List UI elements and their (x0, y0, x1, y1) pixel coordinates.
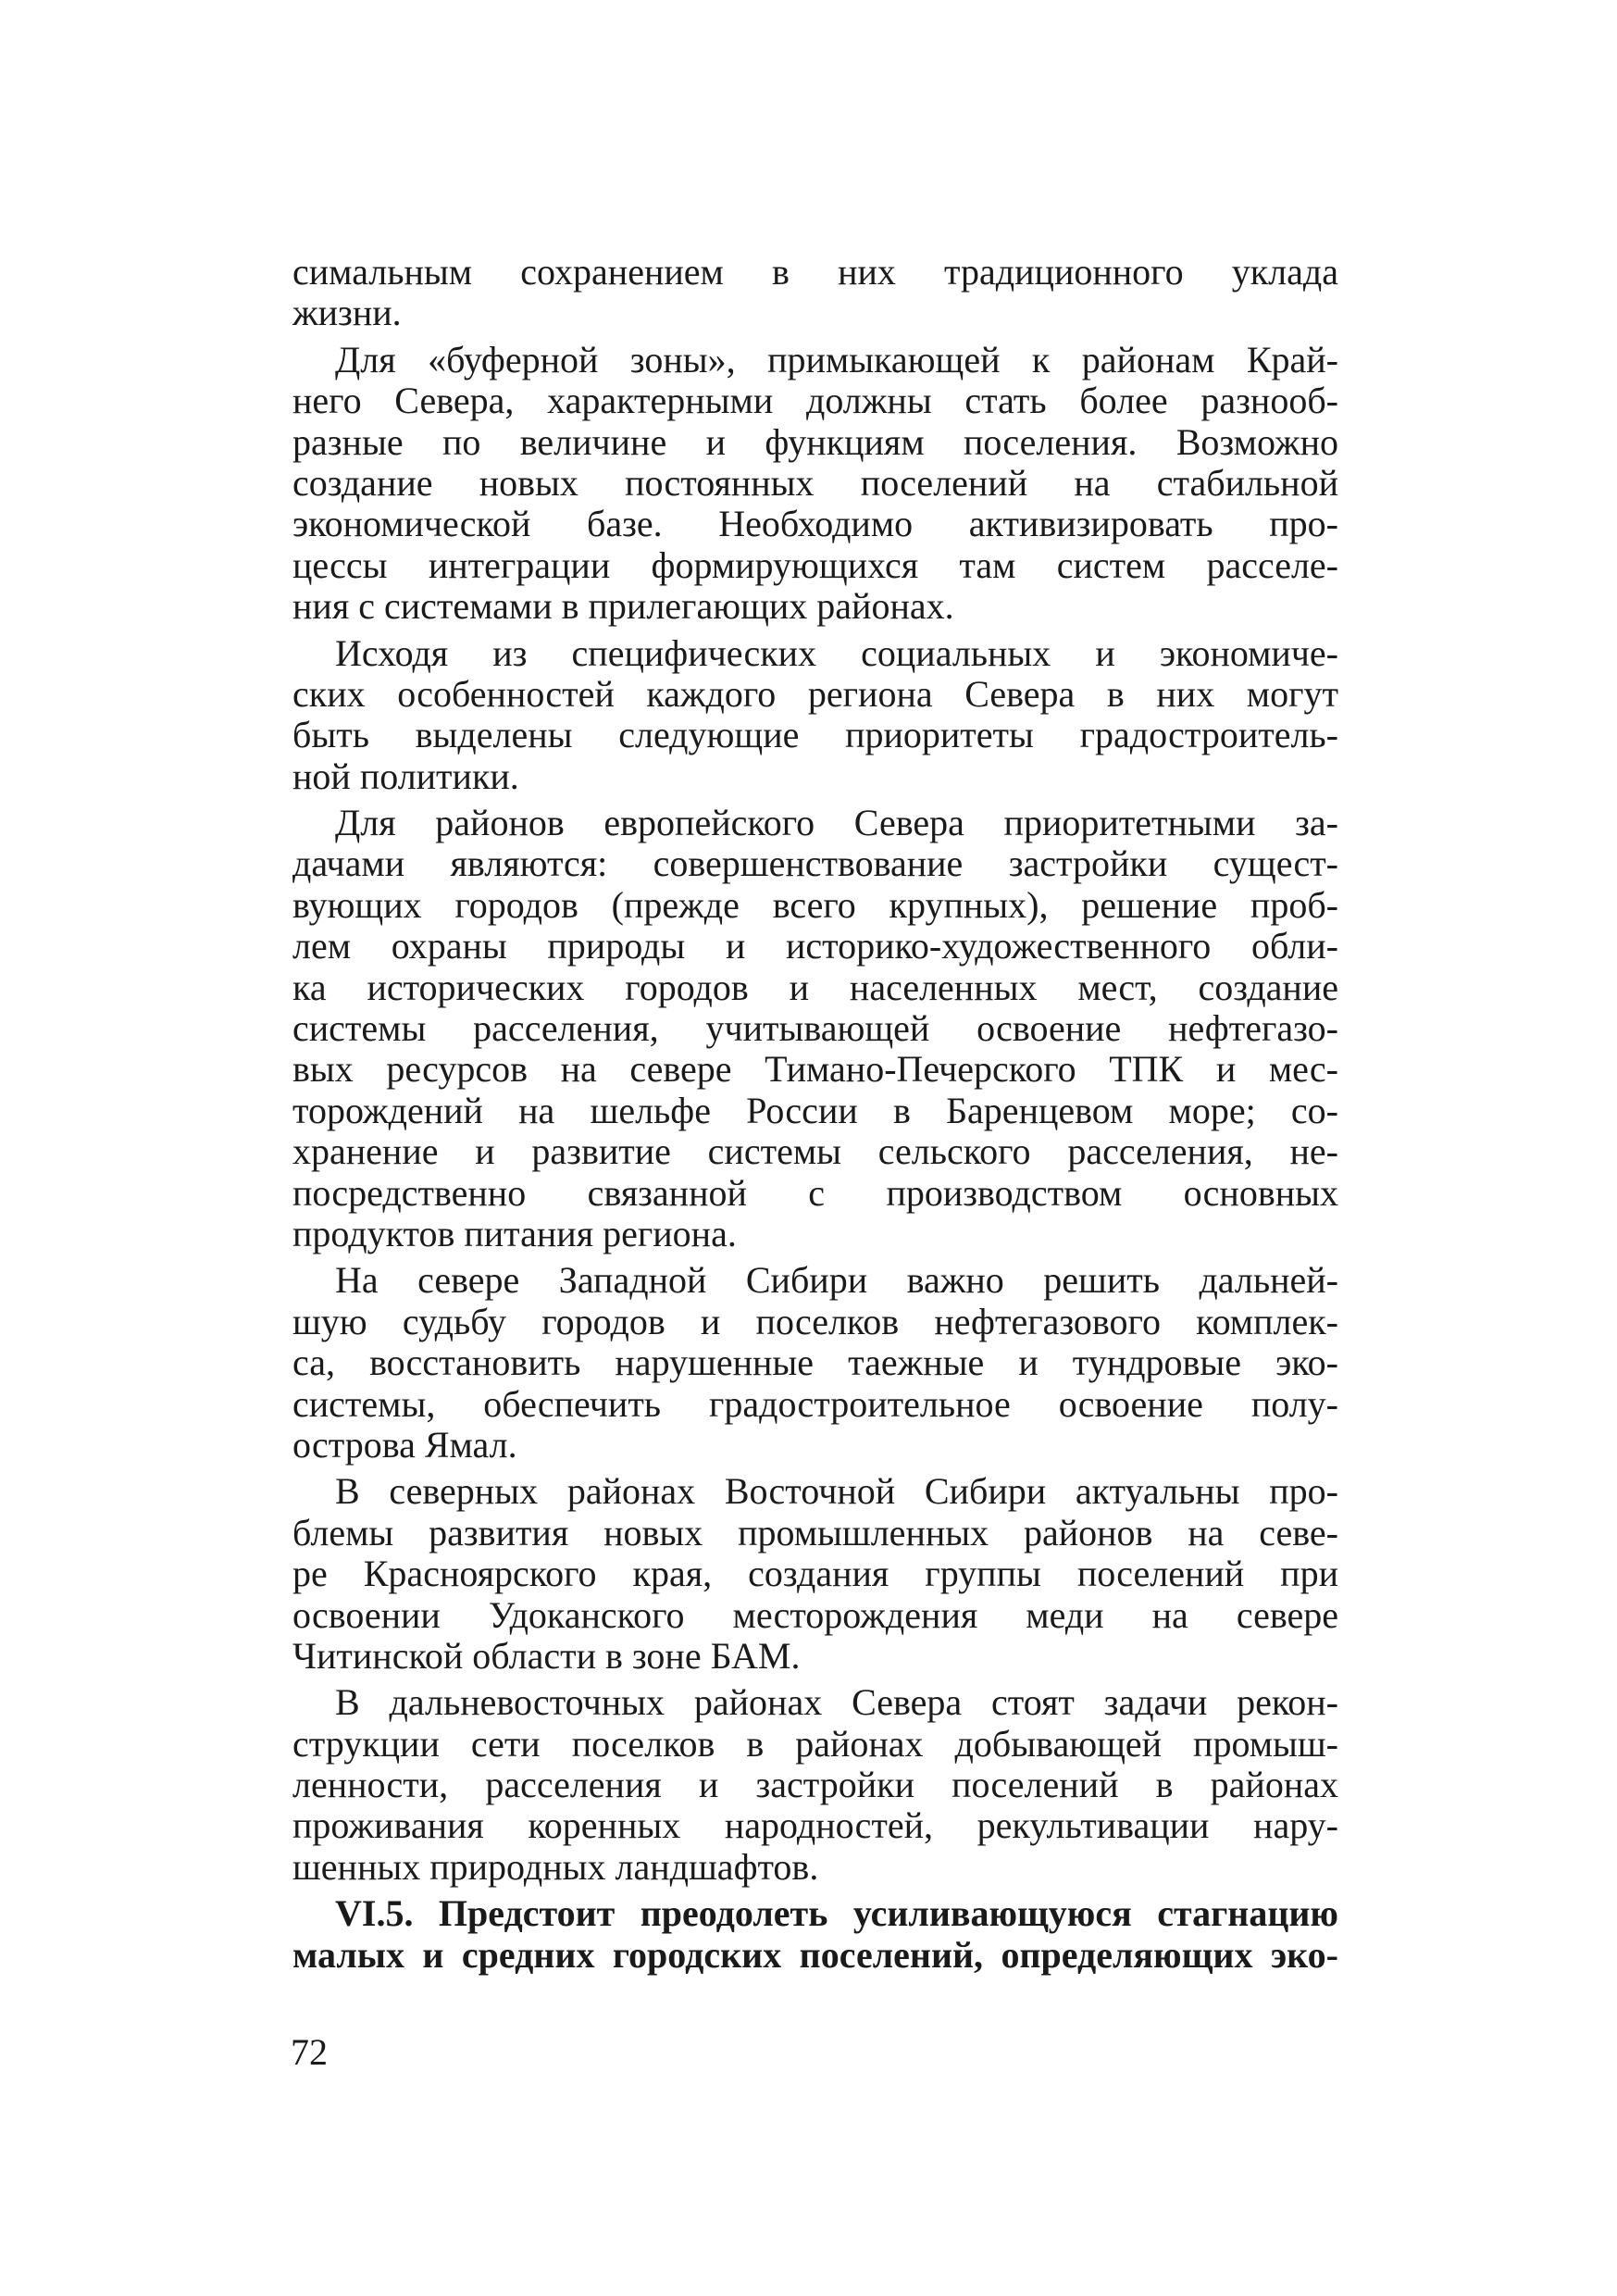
text-line: блемы развития новых промышленных районов на севе- (292, 1511, 1338, 1554)
text-line: шенных природных ландшафтов. (292, 1845, 819, 1888)
text-line: проживания коренных народностей, рекультивации нару- (292, 1804, 1338, 1847)
text-line: малых и средних городских поселений, определяющих эко- (292, 1933, 1338, 1976)
text-line: шую судьбу городов и поселков нефтегазового комплек- (292, 1300, 1338, 1342)
text-line: хранение и развитие системы сельского расселения, не- (292, 1130, 1338, 1173)
text-line: него Севера, характерными должны стать более разнооб- (292, 380, 1338, 422)
paragraph (292, 340, 1338, 628)
text-line: В дальневосточных районах Севера стоят задачи рекон- (335, 1681, 1338, 1724)
paragraph (292, 252, 1338, 334)
paragraph (292, 803, 1338, 1254)
text-line: лем охраны природы и историко-художественного обли- (292, 925, 1338, 967)
text-line: VI.5. Предстоит преодолеть усиливающуюся стагнацию (335, 1892, 1338, 1935)
text-line: В северных районах Восточной Сибири актуальны про- (335, 1470, 1338, 1513)
text-line: Для «буферной зоны», примыкающей к районам Край- (335, 338, 1338, 381)
text-line: са, восстановить нарушенные таежные и тундровые эко- (292, 1341, 1338, 1384)
text-line: дачами являются: совершенствование застройки сущест- (292, 842, 1338, 885)
text-line: создание новых постоянных поселений на стабильной (292, 461, 1338, 504)
paragraph (292, 633, 1338, 798)
text-line: быть выделены следующие приоритеты градостроитель- (292, 714, 1338, 756)
paragraph (292, 1682, 1338, 1888)
paragraph (292, 1471, 1338, 1677)
text-line: жизни. (292, 292, 402, 334)
text-line: системы, обеспечить градостроительное освоение полу- (292, 1382, 1338, 1425)
section-heading (292, 1893, 1338, 1976)
text-line: вующих городов (прежде всего крупных), решение проб- (292, 883, 1338, 926)
text-line: На севере Западной Сибири важно решить дальней- (335, 1259, 1338, 1302)
text-line: ной политики. (292, 755, 519, 797)
text-line: ка исторических городов и населенных мест, создание (292, 966, 1338, 1008)
page-number: 72 (291, 2031, 328, 2073)
text-line: Читинской области в зоне БАМ. (292, 1634, 801, 1677)
text-line: Для районов европейского Севера приоритетными за- (335, 802, 1338, 844)
text-line: системы расселения, учитывающей освоение нефтегазо- (292, 1007, 1338, 1050)
text-line: Исходя из специфических социальных и экономиче- (335, 631, 1338, 674)
text-line: цессы интеграции формирующихся там систем расселе- (292, 543, 1338, 586)
text-line: торождений на шельфе России в Баренцевом море; со- (292, 1089, 1338, 1131)
text-line: продуктов питания региона. (292, 1212, 737, 1254)
text-line: экономической базе. Необходимо активизировать про- (292, 503, 1338, 545)
text-line: посредственно связанной с производством основных (292, 1171, 1338, 1214)
text-line: вых ресурсов на севере Тимано-Печерского ТПК и мес- (292, 1048, 1338, 1091)
text-line: симальным сохранением в них традиционного уклада (292, 251, 1338, 293)
text-line: струкции сети поселков в районах добывающей промыш- (292, 1722, 1338, 1765)
paragraph (292, 1260, 1338, 1466)
text-line: ленности, расселения и застройки поселений в районах (292, 1764, 1338, 1806)
text-line: освоении Удоканского месторождения меди на севере (292, 1593, 1338, 1636)
text-line: ских особенностей каждого региона Севера в них могут (292, 672, 1338, 715)
text-line: ре Красноярского края, создания группы поселений при (292, 1553, 1338, 1595)
text-line: острова Ямал. (292, 1423, 517, 1466)
page-body-text (292, 252, 1338, 1976)
text-line: ния с системами в прилегающих районах. (292, 585, 954, 628)
text-line: разные по величине и функциям поселения. Возможно (292, 420, 1338, 463)
